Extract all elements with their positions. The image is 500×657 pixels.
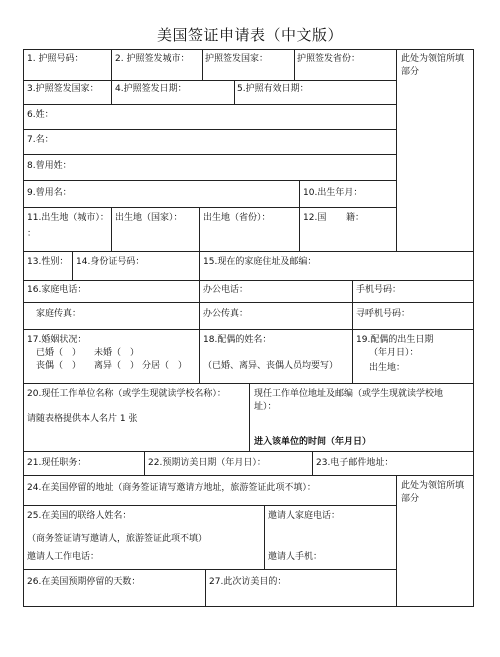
mobile-field[interactable]: 手机号码： xyxy=(356,285,402,295)
employer-address-field[interactable]: 现任工作单位地址及邮编（或学生现就读学校地 xyxy=(254,389,444,399)
contact-note: （商务签证请写邀请人，旅游签证此项不填） xyxy=(27,534,208,544)
application-form xyxy=(23,49,474,607)
row-divider xyxy=(24,280,473,281)
passport-issue-province-field[interactable]: 护照签发省份： xyxy=(297,54,361,64)
nationality-label: 12.国 xyxy=(303,213,327,223)
passport-number-field[interactable]: 1. 护照号码： xyxy=(27,54,84,64)
column-divider xyxy=(299,207,300,251)
row-divider xyxy=(24,104,396,105)
former-given-name-field[interactable]: 9.曾用名： xyxy=(27,188,72,198)
row-divider xyxy=(24,207,396,208)
passport-country-field[interactable]: 3.护照签发国家： xyxy=(27,84,99,94)
former-surname-field[interactable]: 8.曾用姓： xyxy=(27,161,72,171)
given-name-field[interactable]: 7.名： xyxy=(27,135,54,145)
inviter-mobile-field[interactable]: 邀请人手机： xyxy=(268,552,323,562)
column-divider xyxy=(264,505,265,569)
column-divider xyxy=(199,251,200,280)
column-divider xyxy=(299,180,300,207)
home-fax-field[interactable]: 家庭传真： xyxy=(36,309,82,319)
row-divider xyxy=(24,569,396,570)
form-title: 美国签证申请表（中文版） xyxy=(156,26,343,44)
column-divider xyxy=(396,50,397,251)
row-divider xyxy=(24,180,396,181)
gender-field[interactable]: 13.性别： xyxy=(27,257,69,267)
entry-time-field[interactable]: 进入该单位的时间（年月日） xyxy=(254,437,372,447)
home-phone-field[interactable]: 16.家庭电话： xyxy=(27,285,87,295)
row-divider xyxy=(24,154,396,155)
visit-purpose-field[interactable]: 27.此次访美目的： xyxy=(209,577,287,587)
passport-issue-country-field[interactable]: 护照签发国家： xyxy=(205,54,269,64)
birth-city-colon: ： xyxy=(27,229,37,239)
divorced-option[interactable]: 离异（ ） xyxy=(94,361,140,371)
column-divider xyxy=(396,475,397,607)
arrival-date-field[interactable]: 22.预期访美日期（年月日）： xyxy=(148,458,266,468)
business-card-note: 请随表格提供本人名片 1 张 xyxy=(27,414,138,424)
column-divider xyxy=(111,80,112,104)
separated-option[interactable]: 分居（ ） xyxy=(142,361,188,371)
row-divider xyxy=(24,505,396,506)
inviter-work-phone-field[interactable]: 邀请人工作电话： xyxy=(27,552,100,562)
column-divider xyxy=(352,329,353,383)
column-divider xyxy=(199,329,200,383)
spouse-birth-date-field[interactable]: 19.配偶的出生日期 xyxy=(356,335,434,345)
row-divider xyxy=(24,129,396,130)
column-divider xyxy=(234,80,235,104)
date-format-note: （年月日）： xyxy=(369,348,419,358)
row-divider xyxy=(24,475,473,476)
us-address-field[interactable]: 24.在美国停留的地址（商务签证请写邀请方地址，旅游签证此项不填）： xyxy=(27,483,316,493)
column-divider xyxy=(111,207,112,251)
row-divider xyxy=(24,329,473,330)
marital-status-label: 17.婚姻状况： xyxy=(27,335,87,345)
position-field[interactable]: 21.现任职务： xyxy=(27,458,87,468)
home-address-field[interactable]: 15.现在的家庭住址及邮编： xyxy=(203,257,317,267)
column-divider xyxy=(111,50,112,80)
column-divider xyxy=(249,383,250,451)
stay-duration-field[interactable]: 26.在美国预期停留的天数： xyxy=(27,577,141,587)
employer-address-field-cont: 址）： xyxy=(254,402,277,412)
row-divider xyxy=(24,251,473,252)
column-divider xyxy=(202,50,203,80)
birth-province-field[interactable]: 出生地（省份）： xyxy=(203,213,271,223)
spouse-name-field[interactable]: 18.配偶的姓名： xyxy=(203,335,272,345)
email-field[interactable]: 23.电子邮件地址： xyxy=(316,458,394,468)
column-divider xyxy=(199,207,200,251)
single-option[interactable]: 未婚（ ） xyxy=(94,348,140,358)
column-divider xyxy=(199,280,200,329)
surname-field[interactable]: 6.姓： xyxy=(27,110,54,120)
pager-field[interactable]: 寻呼机号码： xyxy=(356,309,411,319)
passport-issue-city-field[interactable]: 2. 护照签发城市： xyxy=(115,54,190,64)
passport-expiry-field[interactable]: 5.护照有效日期： xyxy=(237,84,309,94)
column-divider xyxy=(294,50,295,80)
widowed-option[interactable]: 丧偶（ ） xyxy=(36,361,82,371)
office-phone-field[interactable]: 办公电话： xyxy=(203,285,249,295)
column-divider xyxy=(312,451,313,475)
id-number-field[interactable]: 14.身份证号码： xyxy=(76,257,145,267)
column-divider xyxy=(72,251,73,280)
inviter-home-phone-field[interactable]: 邀请人家庭电话： xyxy=(268,511,341,521)
spouse-birthplace-field[interactable]: 出生地： xyxy=(369,363,406,373)
office-fax-field[interactable]: 办公传真： xyxy=(203,309,249,319)
us-contact-field[interactable]: 25.在美国的联络人姓名： xyxy=(27,511,132,521)
column-divider xyxy=(352,280,353,329)
column-divider xyxy=(144,451,145,475)
row-divider xyxy=(24,451,473,452)
column-divider xyxy=(205,569,206,607)
birth-city-field[interactable]: 11.出生地（城市）： xyxy=(27,213,109,223)
consulate-note: 此处为领馆所填部分 xyxy=(401,481,465,504)
married-option[interactable]: 已婚（ ） xyxy=(36,348,82,358)
row-divider xyxy=(24,302,473,303)
birth-country-field[interactable]: 出生地（国家）： xyxy=(115,213,183,223)
birth-date-field[interactable]: 10.出生年月： xyxy=(303,188,363,198)
nationality-field[interactable]: 籍： xyxy=(346,213,365,223)
consulate-note: 此处为领馆所填部分 xyxy=(401,54,465,77)
row-divider xyxy=(24,80,396,81)
employer-name-field[interactable]: 20.现任工作单位名称（或学生现就读学校名称）： xyxy=(27,389,226,399)
passport-issue-date-field[interactable]: 4.护照签发日期： xyxy=(115,84,187,94)
spouse-note: （已婚、离异、丧偶人员均要写） xyxy=(203,361,339,371)
